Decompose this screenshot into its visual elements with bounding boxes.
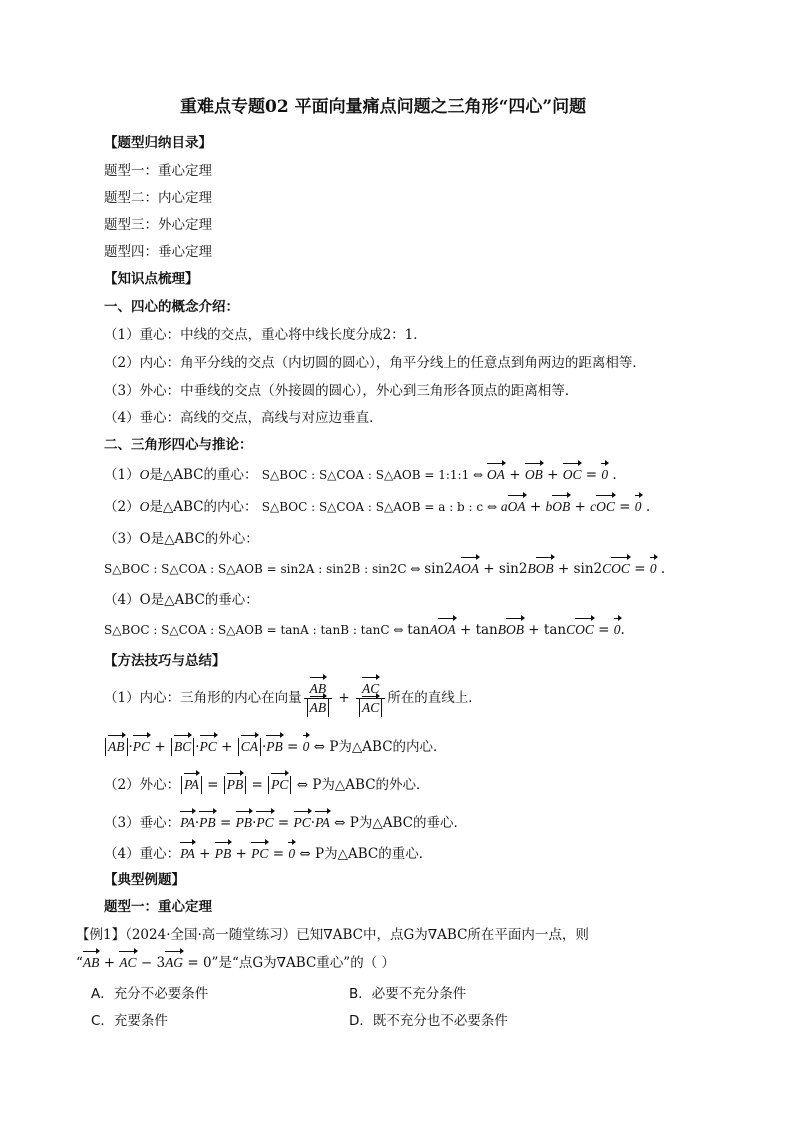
option-b[interactable]: B．必要不充分条件 bbox=[349, 986, 467, 1002]
toc-item-3: 题型三：外心定理 bbox=[104, 217, 212, 233]
concept-orthocenter: （4）垂心：高线的交点，高线与对应边垂直． bbox=[104, 410, 383, 426]
toc-item-1: 题型一：重心定理 bbox=[104, 163, 212, 179]
method-circumcenter: （2）外心： PA = PB = PC ⇔ P为△ABC的外心． bbox=[104, 777, 430, 793]
method-centroid: （4）重心：PA + PB + PC = 0 ⇔ P为△ABC的重心． bbox=[104, 846, 433, 862]
examples-heading: 【典型例题】 bbox=[104, 872, 185, 888]
method-orthocenter: （3）垂心：PA·PB = PB·PC = PC·PA ⇔ P为△ABC的垂心． bbox=[104, 815, 467, 831]
method-incenter-direction: （1）内心：三角形的内心在向量 $\frac{AB}{AB}$ + $\frac{AC}{AC}$ 所在的直线上． bbox=[104, 681, 482, 715]
inference-orthocenter-label: （4）O是△ABC的垂心： bbox=[104, 592, 259, 608]
section-1-title: 一、四心的概念介绍： bbox=[104, 299, 239, 315]
knowledge-heading: 【知识点梳理】 bbox=[104, 271, 199, 287]
page-title: 重难点专题02 平面向量痛点问题之三角形“四心”问题 bbox=[180, 97, 587, 117]
concept-centroid: （1）重心：中线的交点，重心将中线长度分成2：1． bbox=[104, 327, 427, 343]
section-2-title: 二、三角形四心与推论： bbox=[104, 437, 253, 453]
inference-centroid: （1）O是△ABC的重心： S△BOC : S△COA : S△AOB = 1:1:1 ⇔ OA + OB + OC = 0 . bbox=[104, 467, 617, 483]
inference-orthocenter-formula: S△BOC : S△COA : S△AOB = tanA : tanB : tanC ⇔ tanAOA + tanBOB + tanCOC = 0. bbox=[104, 622, 625, 638]
method-incenter-condition: AB ·PC + BC ·PC + CA ·PB = 0 ⇔ P为△ABC的内心． bbox=[104, 738, 447, 756]
toc-item-2: 题型二：内心定理 bbox=[104, 190, 212, 206]
toc-item-4: 题型四：垂心定理 bbox=[104, 244, 212, 260]
option-d[interactable]: D．既不充分也不必要条件 bbox=[349, 1013, 508, 1029]
method-heading: 【方法技巧与总结】 bbox=[104, 653, 226, 669]
inference-circumcenter-formula: S△BOC : S△COA : S△AOB = sin2A : sin2B : sin2C ⇔ sin2AOA + sin2BOB + sin2COC = 0 . bbox=[104, 561, 666, 577]
toc-heading: 【题型归纳目录】 bbox=[104, 135, 212, 151]
concept-incenter: （2）内心：角平分线的交点（内切圆的圆心），角平分线上的任意点到角两边的距离相等． bbox=[104, 355, 646, 371]
inference-circumcenter-label: （3）O是△ABC的外心： bbox=[104, 531, 259, 547]
inference-incenter: （2）O是△ABC的内心： S△BOC : S△COA : S△AOB = a : b : c ⇔ aOA + bOB + cOC = 0 . bbox=[104, 499, 651, 515]
example-1-stem: 【例1】（2024·全国·高一随堂练习）已知∇ABC中，点G为∇ABC所在平面内一点，则 bbox=[76, 927, 589, 943]
option-a[interactable]: A．充分不必要条件 bbox=[91, 986, 209, 1002]
example-1-condition: “AB + AC − 3AG = 0”是“点G为∇ABC重心”的（ ） bbox=[76, 955, 396, 971]
type1-heading: 题型一：重心定理 bbox=[104, 899, 212, 915]
concept-circumcenter: （3）外心：中垂线的交点（外接圆的圆心），外心到三角形各顶点的距离相等． bbox=[104, 383, 579, 399]
option-c[interactable]: C．充要条件 bbox=[91, 1013, 168, 1029]
